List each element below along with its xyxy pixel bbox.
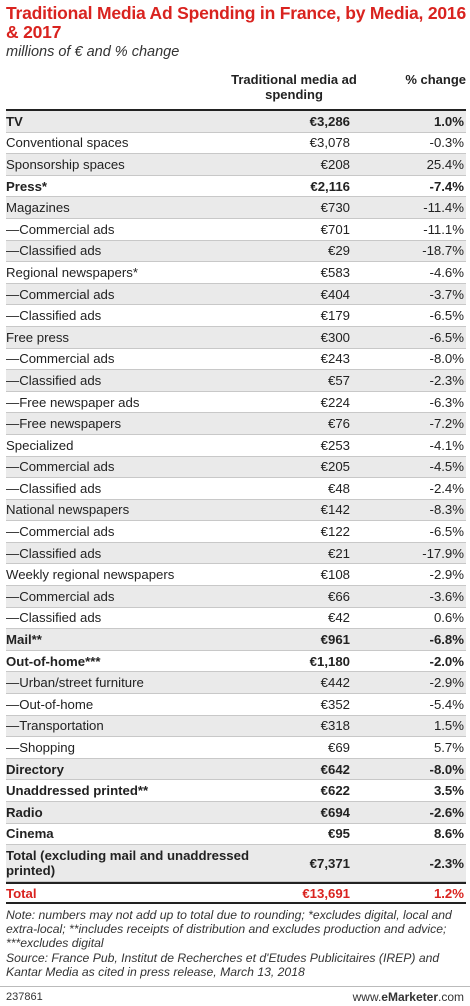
row-spending-value: €205 — [320, 459, 350, 475]
row-label: —Shopping — [6, 740, 75, 756]
table-row — [6, 413, 466, 435]
row-label: —Commercial ads — [6, 524, 115, 540]
row-label: —Urban/street furniture — [6, 675, 144, 691]
table-row — [6, 845, 466, 882]
column-header-change: % change — [405, 72, 466, 87]
table-row — [6, 694, 466, 716]
row-spending-value: €76 — [327, 416, 350, 432]
row-spending-value: €622 — [320, 783, 350, 799]
table-row — [6, 802, 466, 824]
row-label: Unaddressed printed** — [6, 783, 149, 799]
row-percent-change: 5.7% — [433, 740, 464, 756]
footnotes — [6, 908, 466, 979]
row-label: TV — [6, 113, 23, 129]
row-spending-value: €224 — [320, 394, 350, 410]
row-percent-change: -4.6% — [429, 264, 464, 280]
table-row — [6, 629, 466, 651]
brand-prefix: www. — [352, 990, 382, 1004]
row-label: Mail** — [6, 632, 42, 648]
row-label: —Classified ads — [6, 480, 102, 496]
row-label: Cinema — [6, 826, 54, 842]
table-row — [6, 241, 466, 263]
table-row — [6, 176, 466, 198]
row-spending-value: €961 — [320, 632, 350, 648]
row-label: —Commercial ads — [6, 459, 115, 475]
row-percent-change: 8.6% — [433, 826, 464, 842]
row-spending-value: €253 — [320, 437, 350, 453]
row-label: Out-of-home*** — [6, 653, 101, 669]
table-row — [6, 133, 466, 155]
row-percent-change: -3.6% — [429, 588, 464, 604]
table-row — [6, 651, 466, 673]
row-spending-value: €442 — [320, 675, 350, 691]
row-label: —Classified ads — [6, 243, 102, 259]
footer — [0, 986, 470, 1006]
row-percent-change: -7.4% — [429, 178, 464, 194]
table-row — [6, 543, 466, 565]
row-percent-change: -6.5% — [429, 329, 464, 345]
row-label: —Free newspapers — [6, 416, 122, 432]
row-percent-change: -2.9% — [429, 675, 464, 691]
row-spending-value: €69 — [327, 740, 350, 756]
row-spending-value: €42 — [327, 610, 350, 626]
row-label: Conventional spaces — [6, 135, 129, 151]
row-percent-change: 1.2% — [433, 885, 464, 901]
row-spending-value: €318 — [320, 718, 350, 734]
table-row — [6, 716, 466, 738]
row-label: —Commercial ads — [6, 588, 115, 604]
table-row — [6, 111, 466, 133]
row-label: —Classified ads — [6, 610, 102, 626]
row-percent-change: 25.4% — [426, 156, 464, 172]
row-percent-change: -2.4% — [429, 480, 464, 496]
row-label: Directory — [6, 761, 64, 777]
brand-suffix: .com — [437, 990, 464, 1004]
row-label: —Classified ads — [6, 545, 102, 561]
row-spending-value: €701 — [320, 221, 350, 237]
row-percent-change: -11.4% — [423, 200, 464, 216]
row-spending-value: €142 — [320, 502, 350, 518]
row-percent-change: -2.3% — [429, 372, 464, 388]
row-spending-value: €3,078 — [309, 135, 350, 151]
row-percent-change: -2.9% — [429, 567, 464, 583]
row-spending-value: €66 — [327, 588, 350, 604]
table-row — [6, 435, 466, 457]
table-row — [6, 521, 466, 543]
data-table — [6, 109, 466, 904]
table-row — [6, 564, 466, 586]
row-spending-value: €7,371 — [309, 855, 350, 871]
row-label: —Free newspaper ads — [6, 394, 140, 410]
row-percent-change: -0.3% — [429, 135, 464, 151]
table-row — [6, 262, 466, 284]
row-percent-change: -5.4% — [429, 696, 464, 712]
column-header-spending: Traditional media ad spending — [231, 72, 357, 102]
row-percent-change: 1.5% — [433, 718, 464, 734]
table-row — [6, 672, 466, 694]
table-row — [6, 154, 466, 176]
row-percent-change: -8.0% — [429, 761, 464, 777]
row-percent-change: -2.3% — [429, 855, 464, 871]
row-percent-change: -2.6% — [429, 804, 464, 820]
table-row — [6, 305, 466, 327]
row-percent-change: -18.7% — [422, 243, 464, 259]
row-spending-value: €300 — [320, 329, 350, 345]
row-percent-change: -4.1% — [429, 437, 464, 453]
row-label: —Classified ads — [6, 308, 102, 324]
table-row — [6, 824, 466, 846]
row-spending-value: €642 — [320, 761, 350, 777]
row-label: Press* — [6, 178, 48, 194]
chart-id: 237861 — [6, 991, 43, 1003]
row-spending-value: €122 — [320, 524, 350, 540]
row-spending-value: €48 — [327, 480, 350, 496]
source-text: Source: France Pub, Institut de Recherches et d'Etudes Publicitaires (IREP) and Kantar Media as cited in press release, March 13, 2018 — [6, 950, 440, 979]
row-label: National newspapers — [6, 502, 130, 518]
row-label: Total — [6, 885, 37, 901]
row-label: Magazines — [6, 200, 70, 216]
row-spending-value: €243 — [320, 351, 350, 367]
row-percent-change: 1.0% — [433, 113, 464, 129]
table-row — [6, 349, 466, 371]
row-percent-change: 0.6% — [433, 610, 464, 626]
row-spending-value: €95 — [327, 826, 350, 842]
table-row — [6, 370, 466, 392]
row-label: —Commercial ads — [6, 286, 115, 302]
row-percent-change: -2.0% — [429, 653, 464, 669]
table-row — [6, 457, 466, 479]
table-row — [6, 780, 466, 802]
row-label: —Transportation — [6, 718, 104, 734]
row-spending-value: €13,691 — [302, 885, 350, 901]
row-spending-value: €179 — [320, 308, 350, 324]
row-spending-value: €583 — [320, 264, 350, 280]
brand-name: eMarketer — [381, 990, 438, 1004]
row-spending-value: €2,116 — [310, 178, 350, 194]
row-spending-value: €1,180 — [309, 653, 350, 669]
table-row — [6, 737, 466, 759]
row-spending-value: €352 — [320, 696, 350, 712]
row-label: Radio — [6, 804, 43, 820]
brand-logo[interactable] — [353, 990, 464, 1004]
row-percent-change: -8.0% — [429, 351, 464, 367]
table-row — [6, 759, 466, 781]
table-row — [6, 478, 466, 500]
row-percent-change: 3.5% — [433, 783, 464, 799]
row-spending-value: €108 — [320, 567, 350, 583]
row-percent-change: -6.5% — [429, 308, 464, 324]
table-row — [6, 586, 466, 608]
row-spending-value: €208 — [320, 156, 350, 172]
row-percent-change: -17.9% — [422, 545, 464, 561]
row-percent-change: -3.7% — [429, 286, 464, 302]
table-row — [6, 197, 466, 219]
row-label: —Commercial ads — [6, 351, 115, 367]
row-spending-value: €21 — [327, 545, 350, 561]
table-row — [6, 219, 466, 241]
row-label: Free press — [6, 329, 70, 345]
row-label: Total (excluding mail and unaddressed printed) — [6, 848, 250, 879]
table-row — [6, 500, 466, 522]
row-percent-change: -6.5% — [429, 524, 464, 540]
row-label: —Commercial ads — [6, 221, 115, 237]
row-spending-value: €730 — [320, 200, 350, 216]
row-spending-value: €694 — [320, 804, 350, 820]
row-spending-value: €57 — [327, 372, 350, 388]
table-row — [6, 327, 466, 349]
chart-title: Traditional Media Ad Spending in France, by Media, 2016 & 2017 — [6, 3, 466, 42]
total-row — [6, 882, 466, 904]
row-percent-change: -4.5% — [429, 459, 464, 475]
row-label: Weekly regional newspapers — [6, 567, 175, 583]
table-row — [6, 608, 466, 630]
row-percent-change: -7.2% — [429, 416, 464, 432]
row-label: Specialized — [6, 437, 74, 453]
chart-header — [6, 4, 466, 61]
chart-subtitle: millions of € and % change — [6, 44, 180, 60]
row-percent-change: -6.8% — [429, 632, 464, 648]
table-row — [6, 284, 466, 306]
row-spending-value: €3,286 — [309, 113, 350, 129]
row-label: —Out-of-home — [6, 696, 94, 712]
row-spending-value: €404 — [320, 286, 350, 302]
row-label: Sponsorship spaces — [6, 156, 125, 172]
row-label: —Classified ads — [6, 372, 102, 388]
row-percent-change: -11.1% — [423, 221, 464, 237]
table-row — [6, 392, 466, 414]
note-text: Note: numbers may not add up to total due to rounding; *excludes digital, local and extra-local; **includes receipts of distribution and excludes production and advice; ***excludes digital — [6, 908, 452, 951]
row-percent-change: -6.3% — [429, 394, 464, 410]
row-label: Regional newspapers* — [6, 264, 138, 280]
row-percent-change: -8.3% — [429, 502, 464, 518]
row-spending-value: €29 — [327, 243, 350, 259]
